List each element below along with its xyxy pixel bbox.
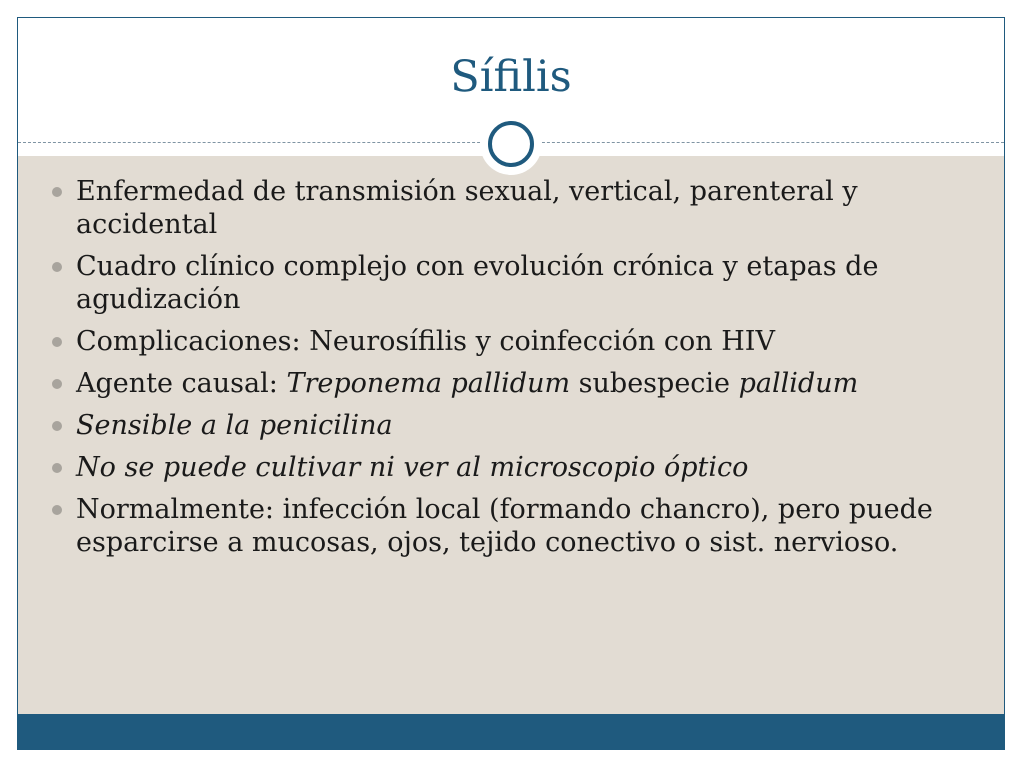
footer-bar bbox=[18, 714, 1004, 749]
bullet-text-italic: No se puede cultivar ni ver al microscopio óptico bbox=[76, 452, 749, 483]
bullet-item bbox=[52, 250, 972, 316]
bullet-dot-icon bbox=[52, 262, 62, 272]
bullet-item bbox=[52, 409, 972, 442]
bullet-item bbox=[52, 325, 972, 358]
bullet-text-italic: pallidum bbox=[738, 368, 859, 399]
bullet-dot-icon bbox=[52, 337, 62, 347]
bullet-text-italic: Treponema pallidum bbox=[286, 368, 571, 399]
bullet-text-part: Agente causal: bbox=[76, 368, 287, 399]
bullet-text: Normalmente: infección local (formando chancro), pero puede esparcirse a mucosas, ojos, tejido conectivo o sist. nervioso. bbox=[76, 494, 933, 558]
bullet-item bbox=[52, 451, 972, 484]
circle-ornament-icon bbox=[488, 121, 534, 167]
bullet-dot-icon bbox=[52, 187, 62, 197]
bullet-item bbox=[52, 175, 972, 241]
bullet-item bbox=[52, 367, 972, 400]
bullet-text: Enfermedad de transmisión sexual, vertical, parenteral y accidental bbox=[76, 176, 858, 240]
bullet-dot-icon bbox=[52, 463, 62, 473]
bullet-dot-icon bbox=[52, 421, 62, 431]
bullet-item bbox=[52, 493, 972, 559]
bullet-dot-icon bbox=[52, 379, 62, 389]
bullet-text: Cuadro clínico complejo con evolución crónica y etapas de agudización bbox=[76, 251, 879, 315]
slide-title: Sífilis bbox=[450, 52, 572, 102]
bullet-text-part: subespecie bbox=[570, 368, 739, 399]
slide bbox=[17, 17, 1005, 750]
bullet-list bbox=[52, 175, 972, 568]
bullet-dot-icon bbox=[52, 505, 62, 515]
bullet-text: Complicaciones: Neurosífilis y coinfección con HIV bbox=[76, 326, 775, 357]
bullet-text-italic: Sensible a la penicilina bbox=[76, 410, 393, 441]
